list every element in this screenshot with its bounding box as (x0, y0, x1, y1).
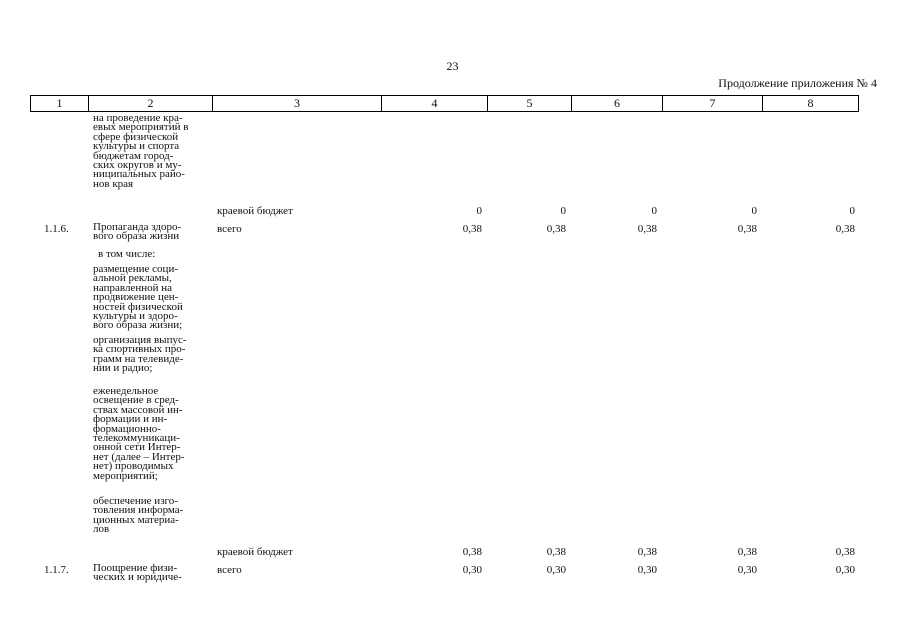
row-value-col5: 0,38 (546, 546, 566, 558)
row-source-total-1-1-6: всего (217, 223, 242, 235)
row-value-col7: 0 (751, 205, 757, 217)
row-value-col6: 0,38 (637, 223, 657, 235)
header-col-2: 2 (89, 96, 213, 111)
row-value-col4: 0,38 (462, 223, 482, 235)
row-value-col7: 0,38 (737, 546, 757, 558)
row-value-col8: 0,38 (835, 223, 855, 235)
row-value-col5: 0,38 (546, 223, 566, 235)
row-code-1-1-6: 1.1.6. (44, 223, 69, 235)
row-description-1-1-6: Пропаганда здоро- вого образа жизни (93, 221, 182, 243)
header-col-7: 7 (663, 96, 763, 111)
row-value-col8: 0,30 (835, 564, 855, 576)
row-description-1-1-7: Поощрение физи- ческих и юридиче- (93, 562, 182, 584)
row-value-col7: 0,30 (737, 564, 757, 576)
row-source-regional-budget-1: краевой бюджет (217, 205, 293, 217)
row-source-total-1-1-7: всего (217, 564, 242, 576)
continued-description: на проведение кра- евых мероприятий в сфере физической культуры и спорта бюджетам город- ских округов и му- ниципальных райо- нов края (93, 112, 189, 190)
row-value-col6: 0 (651, 205, 657, 217)
header-col-6: 6 (572, 96, 663, 111)
including-label: в том числе: (98, 248, 156, 260)
header-col-1: 1 (31, 96, 89, 111)
row-code-1-1-7: 1.1.7. (44, 564, 69, 576)
row-value-col4: 0,30 (462, 564, 482, 576)
row-value-col6: 0,38 (637, 546, 657, 558)
header-col-4: 4 (382, 96, 488, 111)
subitem-social-advertising: размещение соци- альной рекламы, направленной на продвижение цен- ностей физической культуры и здоро- вого образа жизни; (93, 263, 183, 332)
row-source-regional-budget-2: краевой бюджет (217, 546, 293, 558)
row-value-col8: 0 (849, 205, 855, 217)
row-value-col4: 0,38 (462, 546, 482, 558)
row-value-col7: 0,38 (737, 223, 757, 235)
subitem-sports-programs: организация выпус- ка спортивных про- грамм на телевиде- нии и радио; (93, 334, 187, 375)
page-number: 23 (446, 59, 459, 73)
subitem-media-coverage: еженедельное освещение в сред- ствах массовой ин- формации и ин- формационно- телекоммуникаци- онной сети Интер- нет (далее – Интер- нет) проводимых мероприятий; (93, 385, 185, 482)
appendix-label: Продолжение приложения № 4 (718, 76, 877, 90)
table-header-row (30, 95, 859, 112)
subitem-info-materials: обеспечение изго- товления информа- ционных материа- лов (93, 495, 184, 536)
row-value-col6: 0,30 (637, 564, 657, 576)
row-value-col8: 0,38 (835, 546, 855, 558)
header-col-5: 5 (488, 96, 572, 111)
header-col-8: 8 (807, 96, 814, 110)
row-value-col5: 0 (560, 205, 566, 217)
header-col-3: 3 (213, 96, 382, 111)
row-value-col5: 0,30 (546, 564, 566, 576)
row-value-col4: 0 (476, 205, 482, 217)
